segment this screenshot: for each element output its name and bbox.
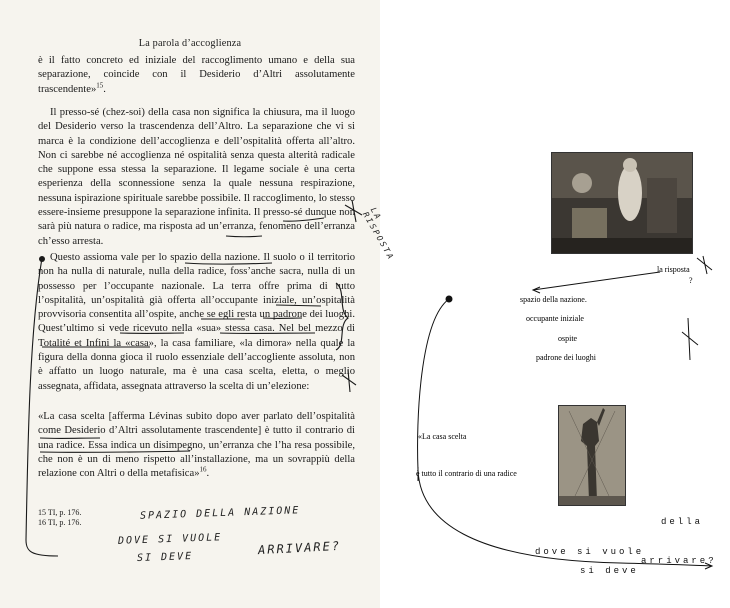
footnote-ref-16: 16 [199,465,207,474]
photo-theatre-scene [551,152,693,254]
label-padrone: padrone dei luoghi [536,353,596,362]
handwritten-si-deve: SI DEVE [136,551,194,564]
handwritten-arrivare: ARRIVARE? [257,538,342,558]
label-arrivare: arrivare? [641,556,717,566]
photo-statue-image [559,406,625,505]
paragraph-3 [38,251,355,394]
paragraph-1 [38,54,355,97]
handwritten-spazio: SPAZIO DELLA NAZIONE [139,505,301,522]
footnote-ref-15: 15 [96,81,104,90]
cross-mark-collage-1 [697,256,712,274]
label-della: della [661,517,704,527]
photo-scene-image [552,153,692,253]
arrow-risposta-line [533,272,660,290]
footnote-16: 16 TI, p. 176. [38,518,82,527]
quotation-text: «La casa scelta [afferma Lévinas subito dopo aver parlato dell’ospitalità come Desiderio d’Altri assolutamente trascendente] è tutto il contrario di una radice. Essa indica un disimpegno, un’erranza che l’ha resa possibile, che non è un di meno rispetto all’installazione, ma un sovrappiù della relazione con Altri o della metafisica» [38,411,355,480]
footnote-15: 15 TI, p. 176. [38,508,82,517]
arrow-risposta-head [533,287,540,293]
label-contrario-radice: è tutto il contrario di una radice [416,469,517,478]
cross-mark-collage-2 [682,318,698,360]
quotation-paragraph [38,410,355,481]
label-casa-scelta: «La casa scelta [418,432,467,441]
paragraph-1-text: è il fatto concreto ed iniziale del raccoglimento umano e della sua separazione, coincide con il Desiderio d’Altri assolutamente trascendente» [38,55,355,95]
handwritten-margin-note: LA RISPOSTA [360,205,396,263]
label-risposta-question: ? [689,276,693,285]
paragraph-3-text: Questo assioma vale per lo spazio della nazione. Il suolo o il territorio non ha nulla di naturale, nulla della radice, foss’anche sacra, nulla di un possesso per l’occupante nazionale. La terra offre prima di tutto l’ospitalità, un’ospitalità già offerta all’occupante iniziale, un’ospitalità provvisoria consentita all’ospite, anche se egli resta un padrone dei luoghi. Quest’ultimo si vede ricevuto nella «sua» stessa casa. Nel bel mezzo di Totalité et Infini la «casa», la casa familiare, «la dimora» nella quale la figura della donna gioca il ruolo essenziale dell’accogliente assoluta, non è affatto un luogo naturale, ma è una casa scelta, eletta, o meglio assegnata, affidata, assegnata attraverso la scelta di un’elezione: [38,252,355,392]
quotation-end: . [206,468,210,480]
paragraph-1-end: . [103,83,106,95]
label-spazio-nazione: spazio della nazione. [520,295,587,304]
label-si-deve: si deve [580,566,639,576]
photo-statue-construction [558,405,626,506]
label-la-risposta: la risposta [657,265,690,274]
label-occupante: occupante iniziale [526,314,584,323]
paragraph-2 [38,106,355,249]
collage-dot [446,296,453,303]
running-header: La parola d’accoglienza [138,38,242,49]
paragraph-2-text: Il presso-sé (chez-soi) della casa non significa la chiusura, ma il luogo del Desiderio verso la trascendenza dell’Altro. La separazione che vi si marca è la condizione dell’accoglienza e dell’ospitalità offerta all’altro. Non ci sarebbe né accoglienza né ospitalità senza questa alterità radicale che suppone essa stessa la separazione. Il legame sociale è una certa esperienza della sconnessione senza la quale nessuna respirazione, nessuna ispirazione spirituale sarebbe possibile. Il raccoglimento, lo stesso essere-insieme presuppone la separazione infinita. Il presso-sé dunque non sarà più natura o radice, ma risposta ad un’erranza, fenomeno dell’erranza ch’esso arresta. [38,107,355,247]
label-ospite: ospite [558,334,578,343]
label-dove-si-vuole: dove si vuole [535,547,645,557]
handwritten-dove: DOVE SI VUOLE [117,532,223,547]
